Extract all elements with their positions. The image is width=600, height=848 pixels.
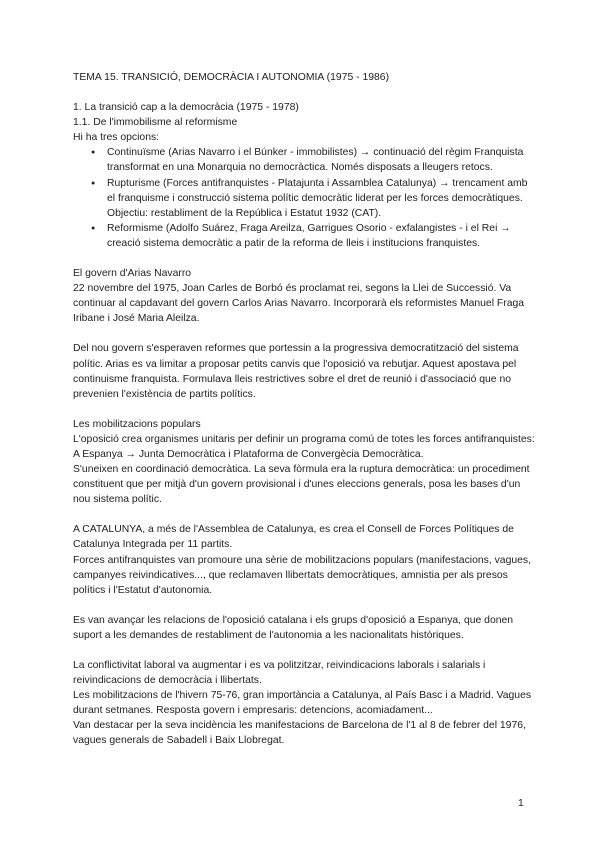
- subsection-heading: 1.1. De l'immobilisme al reformisme: [73, 117, 238, 129]
- paragraph: Es van avançar les relacions de l'oposició catalana i els grups d'oposició a Espanya, que donen suport a les demandes de restabliment de l'autonomia a les nacionalitats històriques.: [73, 614, 514, 641]
- paragraph: L'oposició crea organismes unitaris per definir un programa comú de totes les forces antifranquistes:: [73, 433, 535, 445]
- paragraph: Forces antifranquistes van promoure una sèrie de mobilitzacions populars (manifestacions, vagues, campanyes reivindicatives..., que reclamaven llibertats democràtiques, amnistia per als presos polítics i l'Estatut d'autonomia.: [73, 554, 531, 596]
- list-item: ● Reformisme (Adolfo Suárez, Fraga Areilza, Garrigues Osorio - exfalangistes - i el Rei → creació sistema democràtic a patir de la reforma de lleis i institucions franquistes.: [91, 221, 535, 251]
- paragraph: Les mobilitzacions de l'hivern 75-76, gran importància a Catalunya, al País Basc i a Madrid. Vagues durant setmanes. Resposta govern i empresaris: detencions, acomiadament...: [73, 690, 532, 717]
- arias-heading: El govern d'Arias Navarro: [73, 268, 192, 280]
- list-item: ● Continuïsme (Arias Navarro i el Búnker - immobilistes) → continuació del règim Franquista transformat en una Monarquia no democràctica. Només disposats a lleugers retocs.: [91, 145, 535, 175]
- options-intro: Hi ha tres opcions:: [73, 132, 160, 144]
- paragraph: A Espanya → Junta Democràtica i Plataforma de Convergècia Democràtica.: [73, 448, 424, 460]
- options-list: [73, 145, 535, 251]
- paragraph: 22 novembre del 1975, Joan Carles de Borbó és proclamat rei, segons la Llei de Successió. Va continuar al capdavant del govern Carlos Arias Navarro. Incorporarà els reformistes Manuel Fraga Iribane i José Maria Aleilza.: [73, 283, 525, 325]
- document-title: TEMA 15. TRANSICIÓ, DEMOCRÀCIA I AUTONOMIA (1975 - 1986): [73, 72, 390, 83]
- page-number: 1: [518, 798, 524, 809]
- paragraph: A CATALUNYA, a més de l'Assemblea de Catalunya, es crea el Consell de Forces Polítiques de Catalunya Integrada per 11 partits.: [73, 524, 514, 551]
- mobilitzacions-heading: Les mobilitzacions populars: [73, 418, 201, 430]
- section-heading: 1. La transició cap a la democràcia (1975 - 1978): [73, 102, 299, 114]
- paragraph: S'uneixen en coordinació democràtica. La seva fòrmula era la ruptura democràtica: un procediment constituent que per mitjà d'un govern provisional i d'unes eleccions generals, posa les bases d'un nou sistema polític.: [73, 464, 530, 506]
- list-item: ● Rupturisme (Forces antifranquistes - Platajunta i Assamblea Catalunya) → trencament amb el franquisme i construcció sistema polític democràtic liderat per les forces democràtiques. Objectiu: restabliment de la República i Estatut 1932 (CAT).: [91, 176, 535, 221]
- paragraph: Del nou govern s'esperaven reformes que portessin a la progressiva democratització del sistema polític. Arias es va limitar a proposar petits canvis que l'oposició va rebutjar. Aquest apostava pel continuisme franquista. Formulava lleis restrictives sobre el dret de reunió i d'associació que no prevenien l'existència de partits polítics.: [73, 343, 519, 400]
- document-body: [73, 70, 535, 749]
- paragraph: Van destacar per la seva incidència les manifestacions de Barcelona de l'1 al 8 de febrer del 1976, vagues generals de Sabadell i Baix Llobregat.: [73, 720, 526, 747]
- paragraph: La conflictivitat laboral va augmentar i es va politzitzar, reivindicacions laborals i salarials i reivindicacions de democràcia i llibertats.: [73, 660, 486, 687]
